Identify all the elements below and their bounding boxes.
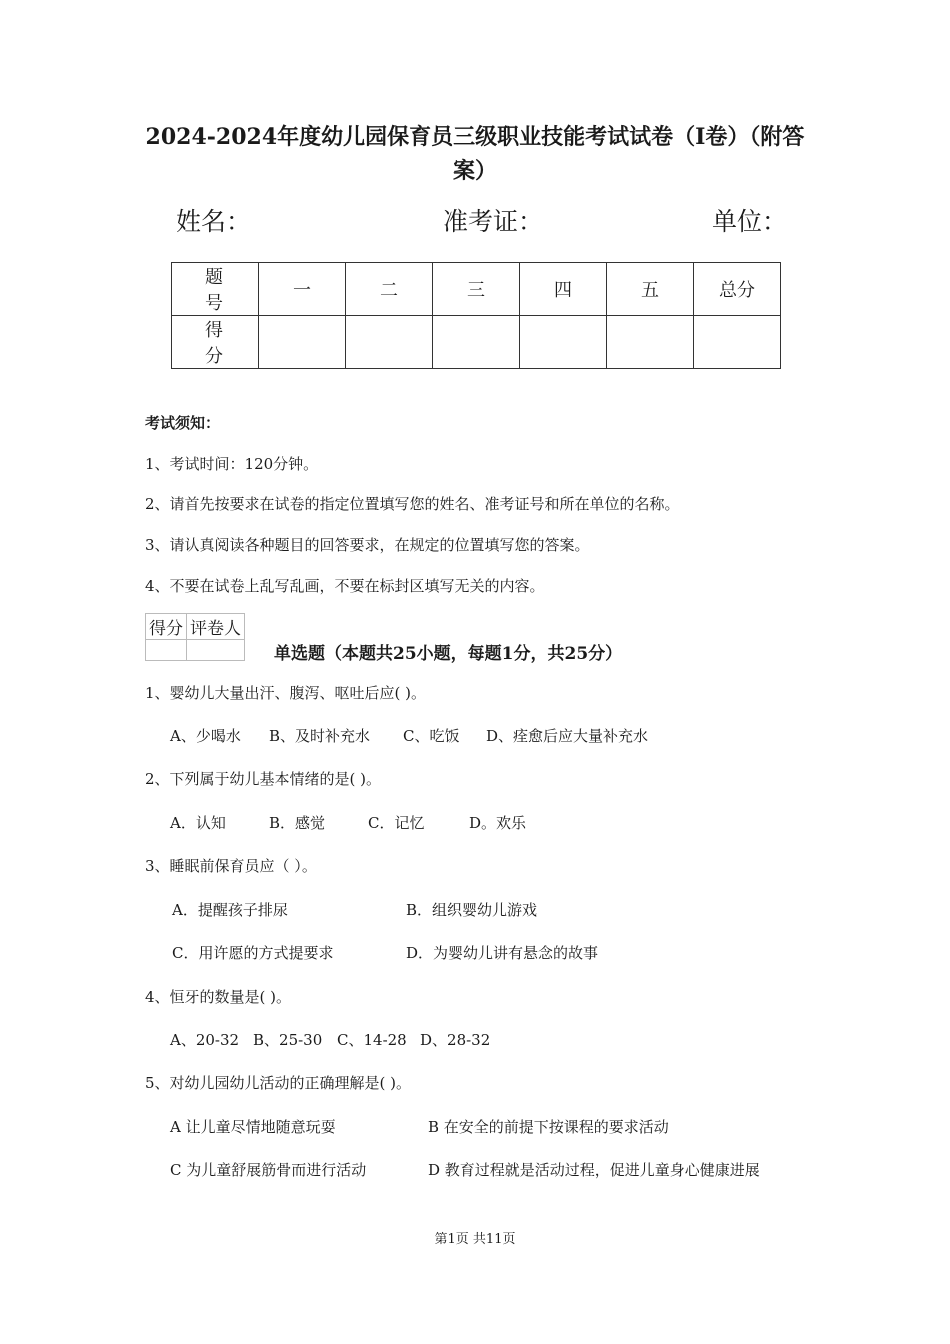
name-label: 姓名：: [176, 207, 252, 236]
score-table-score-row: [172, 316, 781, 369]
header-cell-1: 一: [259, 263, 346, 316]
q3-option-a: A．提醒孩子排尿: [172, 901, 288, 919]
question-5: 5、对幼儿园幼儿活动的正确理解是( )。: [145, 1074, 412, 1092]
score-cell-2: [346, 316, 433, 369]
header-cell-4: 四: [520, 263, 607, 316]
grader-score-cell: [146, 640, 187, 661]
q3-option-b: B．组织婴幼儿游戏: [406, 901, 538, 919]
q5-option-a: A 让儿童尽情地随意玩耍: [170, 1118, 336, 1136]
q1-option-a: A、少喝水: [170, 727, 241, 745]
header-cell-2: 二: [346, 263, 433, 316]
grader-box: [145, 613, 245, 661]
exam-id-label: 准考证：: [443, 207, 544, 236]
score-table: [171, 262, 781, 369]
score-cell-3: [433, 316, 520, 369]
q2-option-d: D。欢乐: [469, 814, 527, 832]
score-cell-1: [259, 316, 346, 369]
section-title: 单选题（本题共25小题，每题1分，共25分）: [274, 644, 623, 664]
q5-option-d: D 教育过程就是活动过程，促进儿童身心健康进展: [428, 1161, 760, 1179]
q3-option-d: D．为婴幼儿讲有悬念的故事: [406, 944, 599, 962]
score-table-header-row: [172, 263, 781, 316]
q5-option-c: C 为儿童舒展筋骨而进行活动: [170, 1161, 367, 1179]
header-cell-5: 五: [607, 263, 694, 316]
unit-label: 单位：: [712, 207, 788, 236]
score-row-label: 得 分: [172, 316, 259, 369]
notice-item: 4、不要在试卷上乱写乱画，不要在标封区填写无关的内容。: [145, 577, 545, 595]
grader-reviewer-cell: [187, 640, 245, 661]
page-title: 2024-2024年度幼儿园保育员三级职业技能考试试卷（I卷）（附答案）: [145, 124, 805, 184]
question-4: 4、恒牙的数量是( )。: [145, 988, 292, 1006]
q1-option-d: D、痊愈后应大量补充水: [486, 727, 649, 745]
q2-option-b: B．感觉: [269, 814, 326, 832]
notice-heading: 考试须知：: [145, 414, 221, 432]
header-cell-total: 总分: [694, 263, 781, 316]
q3-option-c: C．用许愿的方式提要求: [172, 944, 334, 962]
page-footer: 第1页 共11页: [434, 1232, 516, 1247]
header-cell-3: 三: [433, 263, 520, 316]
score-cell-5: [607, 316, 694, 369]
q5-option-b: B 在安全的前提下按课程的要求活动: [428, 1118, 669, 1136]
q4-option-b: B、25-30: [253, 1031, 323, 1049]
notice-item: 1、考试时间：120分钟。: [145, 455, 319, 473]
grader-reviewer-label: 评卷人: [187, 614, 245, 640]
score-cell-total: [694, 316, 781, 369]
question-2: 2、下列属于幼儿基本情绪的是( )。: [145, 770, 382, 788]
notice-item: 3、请认真阅读各种题目的回答要求，在规定的位置填写您的答案。: [145, 536, 590, 554]
score-cell-4: [520, 316, 607, 369]
header-cell-label: 题 号: [172, 263, 259, 316]
notice-item: 2、请首先按要求在试卷的指定位置填写您的姓名、准考证号和所在单位的名称。: [145, 495, 680, 513]
q1-option-c: C、吃饭: [403, 727, 460, 745]
q2-option-c: C．记忆: [368, 814, 425, 832]
q4-option-c: C、14-28: [337, 1031, 407, 1049]
q4-option-d: D、28-32: [420, 1031, 491, 1049]
q1-option-b: B、及时补充水: [269, 727, 371, 745]
q4-option-a: A、20-32: [170, 1031, 240, 1049]
grader-score-label: 得分: [146, 614, 187, 640]
q2-option-a: A．认知: [170, 814, 226, 832]
question-1: 1、婴幼儿大量出汗、腹泻、呕吐后应( )。: [145, 684, 427, 702]
question-3: 3、睡眠前保育员应（ ）。: [145, 857, 317, 875]
